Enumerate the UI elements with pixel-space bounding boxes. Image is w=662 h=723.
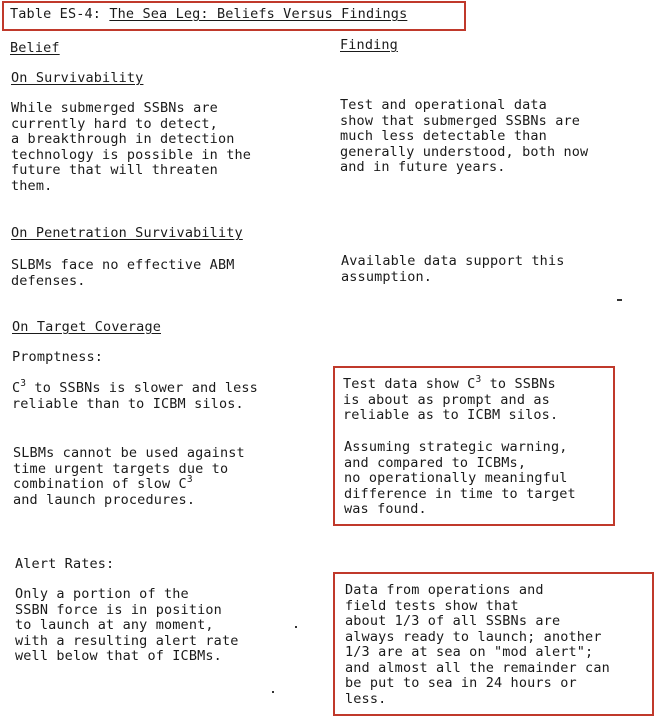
- alert-rates-label: Alert Rates:: [15, 556, 115, 572]
- table-title: [10, 7, 407, 23]
- time-urgent-belief-superscript: 3: [186, 473, 193, 485]
- time-urgent-belief-tail: and launch procedures.: [13, 491, 196, 508]
- alert-finding: Data from operations and field tests show that about 1/3 of all SSBNs are always ready to launch; another 1/3 are at sea on "mod alert"; and almost all the remainder can be put to sea in 24 hours or less.: [345, 582, 610, 707]
- table-title-text: The Sea Leg: Beliefs Versus Findings: [109, 6, 408, 22]
- scan-speck: [617, 299, 622, 301]
- c3-finding: [343, 373, 559, 424]
- c3-finding-prefix: Test data show C: [343, 376, 476, 392]
- alert-belief: Only a portion of the SSBN force is in position to launch at any moment, with a resulting alert rate well below that of ICBMs.: [15, 586, 239, 664]
- finding-column-header: Finding: [340, 37, 398, 53]
- c3-belief-superscript: 3: [20, 377, 27, 389]
- penetration-heading: On Penetration Survivability: [11, 225, 243, 241]
- time-urgent-belief: [13, 446, 245, 508]
- c3-finding-superscript: 3: [475, 373, 482, 385]
- c3-finding-text: to SSBNs is about as prompt and as reliable as to ICBM silos.: [343, 376, 559, 423]
- promptness-label: Promptness:: [12, 349, 104, 365]
- c3-belief-text: to SSBNs is slower and less reliable than to ICBM silos.: [12, 380, 258, 412]
- penetration-finding: Available data support this assumption.: [341, 253, 565, 285]
- table-number: Table ES-4:: [10, 6, 102, 22]
- scan-speck: [272, 691, 274, 693]
- time-urgent-finding: Assuming strategic warning, and compared to ICBMs, no operationally meaningful difference in time to target was found.: [344, 439, 576, 517]
- survivability-belief: While submerged SSBNs are currently hard to detect, a breakthrough in detection technology is possible in the future that will threaten them.: [11, 100, 252, 194]
- c3-belief-c: C: [12, 380, 21, 396]
- scan-speck: [295, 626, 297, 628]
- target-coverage-heading: On Target Coverage: [12, 319, 161, 335]
- penetration-belief: SLBMs face no effective ABM defenses.: [11, 257, 235, 289]
- c3-belief: [12, 377, 258, 412]
- survivability-finding: Test and operational data show that submerged SSBNs are much less detectable than generally understood, both now and in future years.: [340, 97, 589, 175]
- survivability-heading: On Survivability: [11, 70, 144, 86]
- time-urgent-belief-text: SLBMs cannot be used against time urgent targets due to combination of slow C: [13, 445, 245, 492]
- belief-column-header: Belief: [10, 40, 60, 56]
